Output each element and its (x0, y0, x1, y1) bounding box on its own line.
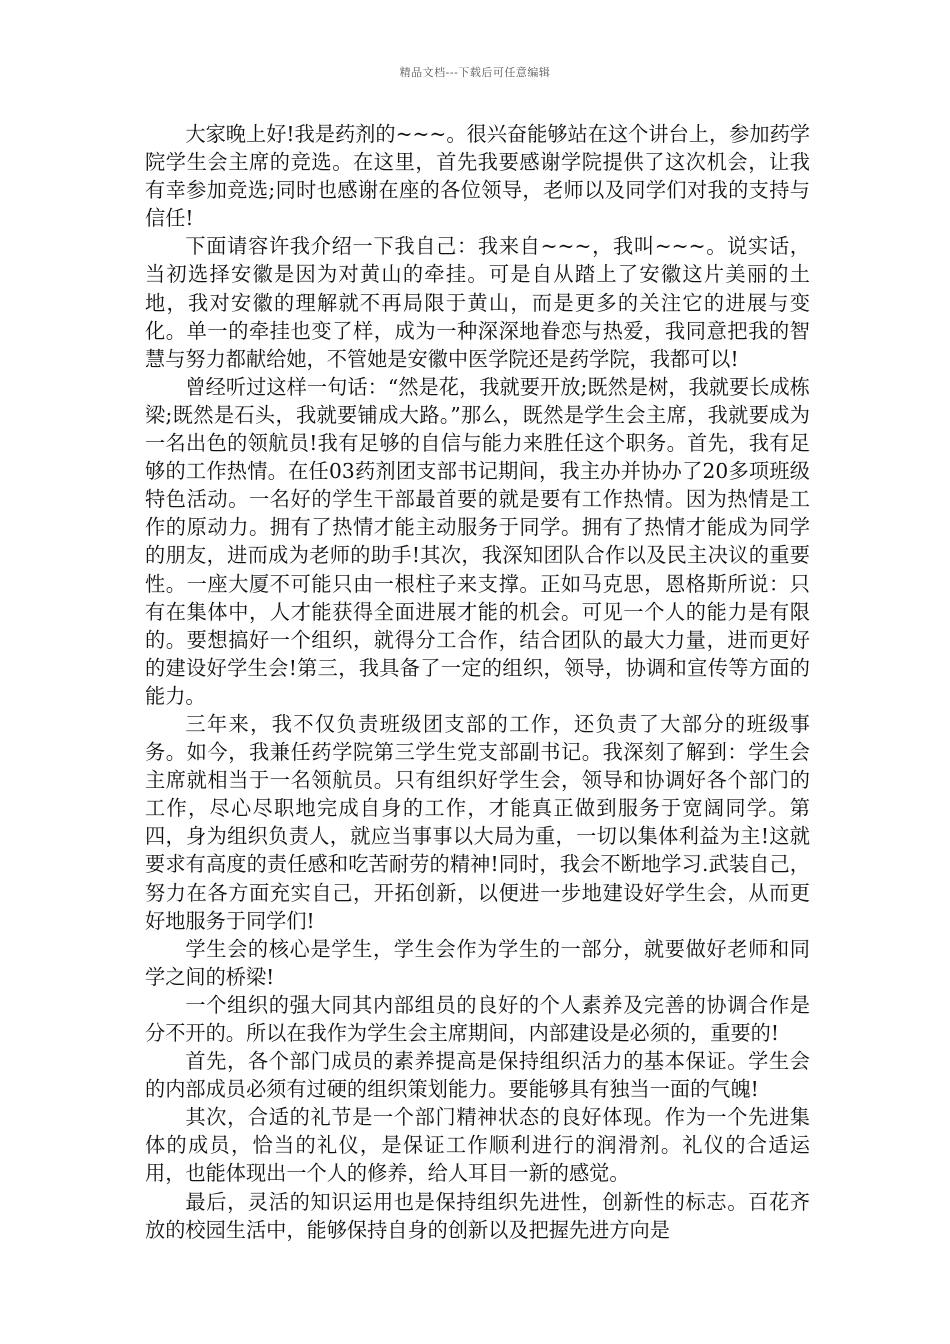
paragraph-qualifications: 曾经听过这样一句话：“然是花，我就要开放;既然是树，我就要长成栋梁;既然是石头，我就要铺成大路。”那么，既然是学生会主席，我就要成为一名出色的领航员!我有足够的自信与能力来胜任这个职务。首先，我有足够的工作热情。在任03药剂团支部书记期间，我主办并协办了20多项班级特色活动。一名好的学生干部最首要的就是要有工作热情。因为热情是工作的原动力。拥有了热情才能主动服务于同学。拥有了热情才能成为同学的朋友，进而成为老师的助手!其次，我深知团队合作以及民主决议的重要性。一座大厦不可能只由一根柱子来支撑。正如马克思，恩格斯所说：只有在集体中，人才能获得全面进展才能的机会。可见一个人的能力是有限的。要想搞好一个组织，就得分工合作，结合团队的最大力量，进而更好的建设好学生会!第三，我具备了一定的组织，领导，协调和宣传等方面的能力。 (145, 374, 810, 708)
paragraph-internal-building: 一个组织的强大同其内部组员的良好的个人素养及完善的协调合作是分不开的。所以在我作为学生会主席期间，内部建设是必须的，重要的! (145, 992, 810, 1045)
paragraph-bridge: 学生会的核心是学生，学生会作为学生的一部分，就要做好老师和同学之间的桥梁! (145, 936, 810, 989)
paragraph-experience: 三年来，我不仅负责班级团支部的工作，还负责了大部分的班级事务。如今，我兼任药学院第三学生党支部副书记。我深刻了解到：学生会主席就相当于一名领航员。只有组织好学生会，领导和协调好各个部门的工作，尽心尽职地完成自身的工作，才能真正做到服务于宽阔同学。第四，身为组织负责人，就应当事事以大局为重，一切以集体利益为主!这就要求有高度的责任感和吃苦耐劳的精神!同时，我会不断地学习.武装自己，努力在各方面充实自己，开拓创新，以便进一步地建设好学生会，从而更好地服务于同学们! (145, 711, 810, 933)
paragraph-second-point: 其次，合适的礼节是一个部门精神状态的良好体现。作为一个先进集体的成员，恰当的礼仪，是保证工作顺利进行的润滑剂。礼仪的合适运用，也能体现出一个人的修养，给人耳目一新的感觉。 (145, 1105, 810, 1186)
paragraph-first-point: 首先，各个部门成员的素养提高是保持组织活力的基本保证。学生会的内部成员必须有过硬的组织策划能力。要能够具有独当一面的气魄! (145, 1049, 810, 1102)
page-header: 精品文档---下载后可任意编辑 (399, 66, 551, 79)
paragraph-greeting: 大家晚上好!我是药剂的~~~。很兴奋能够站在这个讲台上，参加药学院学生会主席的竞选。在这里，首先我要感谢学院提供了这次机会，让我有幸参加竞选;同时也感谢在座的各位领导，老师以及同学们对我的支持与信任! (145, 122, 810, 231)
document-body (145, 120, 810, 1244)
paragraph-final-point: 最后，灵活的知识运用也是保持组织先进性，创新性的标志。百花齐放的校园生活中，能够保持自身的创新以及把握先进方向是 (145, 1189, 810, 1242)
paragraph-self-introduction: 下面请容许我介绍一下我自己：我来自~~~，我叫~~~。说实话，当初选择安徽是因为对黄山的牵挂。可是自从踏上了安徽这片美丽的土地，我对安徽的理解就不再局限于黄山，而是更多的关注它的进展与变化。单一的牵挂也变了样，成为一种深深地眷恋与热爱，我同意把我的智慧与努力都献给她，不管她是安徽中医学院还是药学院，我都可以! (145, 234, 810, 371)
